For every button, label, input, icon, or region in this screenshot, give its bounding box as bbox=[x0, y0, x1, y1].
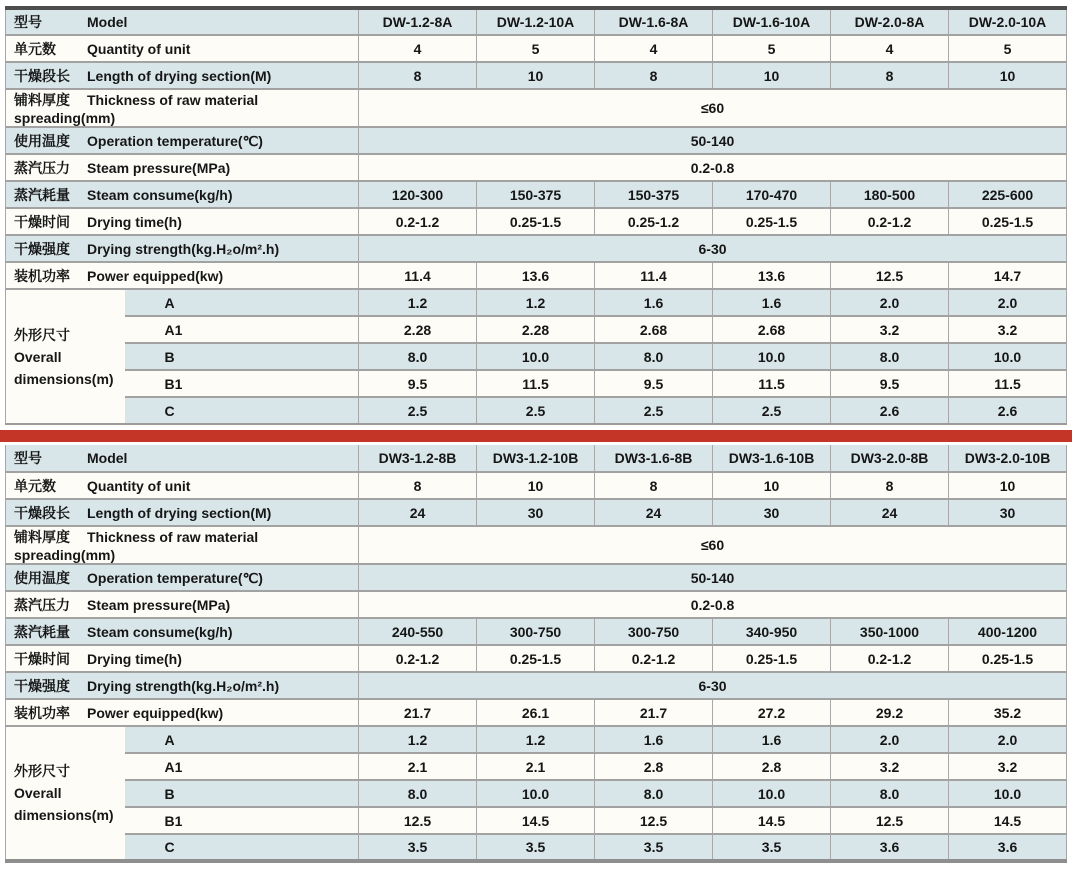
model-name-cell: DW3-2.0-8B bbox=[831, 445, 949, 472]
model-name-cell: DW3-1.6-10B bbox=[713, 445, 831, 472]
table-row bbox=[6, 445, 1067, 472]
dimension-key-cell: B bbox=[125, 780, 359, 807]
model-name-cell: DW-1.2-8A bbox=[359, 8, 477, 35]
value-cell: 0.25-1.5 bbox=[949, 645, 1067, 672]
dimensions-label-line: dimensions(m) bbox=[14, 807, 114, 823]
value-cell: 0.25-1.5 bbox=[477, 208, 595, 235]
table-row bbox=[6, 834, 1067, 861]
row-label-en: Length of drying section(M) bbox=[87, 504, 272, 521]
spec-table-series-b bbox=[5, 445, 1067, 863]
dimension-value-cell: 10.0 bbox=[713, 780, 831, 807]
value-cell: 0.25-1.5 bbox=[477, 645, 595, 672]
span-value-cell: 0.2-0.8 bbox=[359, 154, 1067, 181]
dimension-value-cell: 2.68 bbox=[595, 316, 713, 343]
dimension-value-cell: 3.6 bbox=[831, 834, 949, 861]
row-label-zh: 装机功率 bbox=[14, 267, 70, 284]
value-cell: 225-600 bbox=[949, 181, 1067, 208]
row-label-zh: 蒸汽耗量 bbox=[14, 623, 70, 640]
table-row bbox=[6, 499, 1067, 526]
dimension-value-cell: 2.6 bbox=[949, 397, 1067, 424]
table-row bbox=[6, 564, 1067, 591]
value-cell: 350-1000 bbox=[831, 618, 949, 645]
row-label-cell bbox=[6, 445, 359, 472]
model-name-cell: DW3-2.0-10B bbox=[949, 445, 1067, 472]
dimension-value-cell: 3.5 bbox=[595, 834, 713, 861]
row-label-en: Power equipped(kw) bbox=[87, 704, 224, 721]
value-cell: 11.4 bbox=[359, 262, 477, 289]
row-label-cell bbox=[6, 127, 359, 154]
value-cell: 150-375 bbox=[477, 181, 595, 208]
dimension-value-cell: 2.1 bbox=[359, 753, 477, 780]
value-cell: 0.25-1.2 bbox=[595, 208, 713, 235]
dimension-value-cell: 1.6 bbox=[595, 726, 713, 753]
dimension-value-cell: 2.0 bbox=[949, 289, 1067, 316]
dimension-value-cell: 3.5 bbox=[477, 834, 595, 861]
value-cell: 300-750 bbox=[477, 618, 595, 645]
value-cell: 4 bbox=[595, 35, 713, 62]
span-value-cell: ≤60 bbox=[359, 526, 1067, 564]
value-cell: 5 bbox=[949, 35, 1067, 62]
dimension-value-cell: 1.2 bbox=[477, 289, 595, 316]
table-row bbox=[6, 316, 1067, 343]
table-row bbox=[6, 672, 1067, 699]
value-cell: 240-550 bbox=[359, 618, 477, 645]
row-label-en: Quantity of unit bbox=[87, 40, 191, 57]
value-cell: 21.7 bbox=[359, 699, 477, 726]
value-cell: 120-300 bbox=[359, 181, 477, 208]
dimensions-label-line: 外形尺寸 bbox=[14, 763, 70, 779]
dimension-value-cell: 2.5 bbox=[713, 397, 831, 424]
dimension-value-cell: 8.0 bbox=[359, 780, 477, 807]
table-row bbox=[6, 154, 1067, 181]
dimension-key-cell: B1 bbox=[125, 370, 359, 397]
value-cell: 340-950 bbox=[713, 618, 831, 645]
span-value-cell: 50-140 bbox=[359, 127, 1067, 154]
dimension-key-cell: A1 bbox=[125, 753, 359, 780]
row-label-cell bbox=[6, 208, 359, 235]
value-cell: 0.25-1.5 bbox=[713, 645, 831, 672]
row-label-en: Thickness of raw material spreading(mm) bbox=[14, 529, 259, 563]
red-divider-bar bbox=[0, 430, 1072, 442]
dimension-key-cell: C bbox=[125, 397, 359, 424]
row-label-cell bbox=[6, 526, 359, 564]
dimensions-label-line: 外形尺寸 bbox=[14, 326, 70, 343]
value-cell: 8 bbox=[595, 62, 713, 89]
row-label-zh: 干燥强度 bbox=[14, 240, 70, 257]
model-name-cell: DW-1.6-10A bbox=[713, 8, 831, 35]
value-cell: 400-1200 bbox=[949, 618, 1067, 645]
dimension-value-cell: 2.6 bbox=[831, 397, 949, 424]
row-label-en: Power equipped(kw) bbox=[87, 267, 224, 284]
table-row bbox=[6, 89, 1067, 127]
value-cell: 0.2-1.2 bbox=[831, 208, 949, 235]
model-name-cell: DW3-1.2-10B bbox=[477, 445, 595, 472]
dimension-value-cell: 3.6 bbox=[949, 834, 1067, 861]
row-label-zh: 干燥时间 bbox=[14, 213, 70, 230]
table-row bbox=[6, 645, 1067, 672]
dimension-value-cell: 14.5 bbox=[713, 807, 831, 834]
table-row bbox=[6, 181, 1067, 208]
dimension-value-cell: 1.6 bbox=[713, 726, 831, 753]
row-label-en: Drying time(h) bbox=[87, 213, 182, 230]
dimension-value-cell: 1.2 bbox=[359, 289, 477, 316]
dimension-value-cell: 3.2 bbox=[949, 753, 1067, 780]
dimension-value-cell: 2.5 bbox=[359, 397, 477, 424]
row-label-en: Drying strength(kg.H₂o/m².h) bbox=[87, 240, 280, 257]
value-cell: 27.2 bbox=[713, 699, 831, 726]
table-row bbox=[6, 62, 1067, 89]
row-label-en: Operation temperature(℃) bbox=[87, 132, 263, 149]
dimension-value-cell: 10.0 bbox=[949, 343, 1067, 370]
value-cell: 180-500 bbox=[831, 181, 949, 208]
row-label-cell bbox=[6, 645, 359, 672]
value-cell: 12.5 bbox=[831, 262, 949, 289]
dimension-value-cell: 1.6 bbox=[595, 289, 713, 316]
value-cell: 300-750 bbox=[595, 618, 713, 645]
dimensions-label-line: dimensions(m) bbox=[14, 370, 114, 387]
row-label-en: Model bbox=[87, 450, 128, 466]
value-cell: 10 bbox=[477, 472, 595, 499]
row-label-cell bbox=[6, 699, 359, 726]
spec-table-series-a bbox=[5, 6, 1067, 425]
value-cell: 4 bbox=[359, 35, 477, 62]
dimensions-group-label bbox=[6, 726, 125, 861]
dimension-key-cell: A bbox=[125, 726, 359, 753]
row-label-zh: 干燥段长 bbox=[14, 67, 70, 84]
dimension-value-cell: 11.5 bbox=[949, 370, 1067, 397]
table-row bbox=[6, 343, 1067, 370]
value-cell: 0.2-1.2 bbox=[359, 645, 477, 672]
dimension-value-cell: 10.0 bbox=[477, 343, 595, 370]
value-cell: 0.2-1.2 bbox=[359, 208, 477, 235]
row-label-cell bbox=[6, 499, 359, 526]
value-cell: 14.7 bbox=[949, 262, 1067, 289]
dimension-value-cell: 11.5 bbox=[713, 370, 831, 397]
value-cell: 30 bbox=[477, 499, 595, 526]
value-cell: 170-470 bbox=[713, 181, 831, 208]
value-cell: 0.2-1.2 bbox=[595, 645, 713, 672]
dimension-value-cell: 10.0 bbox=[949, 780, 1067, 807]
model-name-cell: DW-2.0-8A bbox=[831, 8, 949, 35]
row-label-en: Drying strength(kg.H₂o/m².h) bbox=[87, 677, 280, 694]
dimension-key-cell: B bbox=[125, 343, 359, 370]
dimension-value-cell: 2.0 bbox=[949, 726, 1067, 753]
dimension-value-cell: 8.0 bbox=[359, 343, 477, 370]
dimension-value-cell: 1.2 bbox=[359, 726, 477, 753]
dimension-key-cell: A bbox=[125, 289, 359, 316]
row-label-cell bbox=[6, 591, 359, 618]
dimension-value-cell: 11.5 bbox=[477, 370, 595, 397]
table-row bbox=[6, 618, 1067, 645]
table-row bbox=[6, 807, 1067, 834]
dimension-value-cell: 10.0 bbox=[713, 343, 831, 370]
dimension-key-cell: C bbox=[125, 834, 359, 861]
row-label-cell bbox=[6, 8, 359, 35]
span-value-cell: ≤60 bbox=[359, 89, 1067, 127]
dimension-value-cell: 2.68 bbox=[713, 316, 831, 343]
table-row bbox=[6, 397, 1067, 424]
row-label-en: Steam pressure(MPa) bbox=[87, 159, 231, 176]
dimension-value-cell: 2.8 bbox=[595, 753, 713, 780]
value-cell: 35.2 bbox=[949, 699, 1067, 726]
dimension-value-cell: 8.0 bbox=[595, 343, 713, 370]
value-cell: 30 bbox=[713, 499, 831, 526]
table-row bbox=[6, 8, 1067, 35]
value-cell: 5 bbox=[477, 35, 595, 62]
dimension-value-cell: 3.2 bbox=[949, 316, 1067, 343]
row-label-zh: 型号 bbox=[14, 14, 42, 30]
row-label-zh: 装机功率 bbox=[14, 704, 70, 721]
row-label-zh: 蒸汽耗量 bbox=[14, 186, 70, 203]
value-cell: 11.4 bbox=[595, 262, 713, 289]
row-label-en: Length of drying section(M) bbox=[87, 67, 272, 84]
row-label-zh: 使用温度 bbox=[14, 569, 70, 586]
row-label-cell bbox=[6, 672, 359, 699]
dimension-value-cell: 2.0 bbox=[831, 289, 949, 316]
row-label-cell bbox=[6, 262, 359, 289]
value-cell: 13.6 bbox=[477, 262, 595, 289]
row-label-en: Model bbox=[87, 14, 128, 30]
row-label-en: Steam consume(kg/h) bbox=[87, 623, 233, 640]
row-label-en: Drying time(h) bbox=[87, 650, 182, 667]
dimension-value-cell: 8.0 bbox=[595, 780, 713, 807]
model-name-cell: DW3-1.6-8B bbox=[595, 445, 713, 472]
dimension-value-cell: 3.2 bbox=[831, 316, 949, 343]
table-row bbox=[6, 472, 1067, 499]
dimension-value-cell: 2.1 bbox=[477, 753, 595, 780]
model-name-cell: DW-1.6-8A bbox=[595, 8, 713, 35]
value-cell: 0.25-1.5 bbox=[949, 208, 1067, 235]
value-cell: 24 bbox=[359, 499, 477, 526]
dimension-value-cell: 3.5 bbox=[713, 834, 831, 861]
table-row bbox=[6, 208, 1067, 235]
row-label-zh: 蒸汽压力 bbox=[14, 159, 70, 176]
dimension-value-cell: 12.5 bbox=[831, 807, 949, 834]
value-cell: 0.25-1.5 bbox=[713, 208, 831, 235]
value-cell: 4 bbox=[831, 35, 949, 62]
dimension-value-cell: 2.5 bbox=[595, 397, 713, 424]
row-label-cell bbox=[6, 181, 359, 208]
dimensions-label-line: Overall bbox=[14, 785, 62, 801]
span-value-cell: 6-30 bbox=[359, 672, 1067, 699]
value-cell: 8 bbox=[831, 472, 949, 499]
span-value-cell: 6-30 bbox=[359, 235, 1067, 262]
dimension-value-cell: 2.28 bbox=[359, 316, 477, 343]
table-row bbox=[6, 35, 1067, 62]
dimension-value-cell: 10.0 bbox=[477, 780, 595, 807]
row-label-en: Thickness of raw material spreading(mm) bbox=[14, 92, 259, 126]
value-cell: 8 bbox=[359, 62, 477, 89]
dimensions-label-line: Overall bbox=[14, 348, 62, 365]
row-label-zh: 铺料厚度 bbox=[14, 529, 70, 545]
model-name-cell: DW-1.2-10A bbox=[477, 8, 595, 35]
row-label-cell bbox=[6, 472, 359, 499]
value-cell: 10 bbox=[949, 62, 1067, 89]
row-label-en: Steam consume(kg/h) bbox=[87, 186, 233, 203]
row-label-zh: 使用温度 bbox=[14, 132, 70, 149]
value-cell: 30 bbox=[949, 499, 1067, 526]
table-row bbox=[6, 235, 1067, 262]
dimension-value-cell: 1.2 bbox=[477, 726, 595, 753]
value-cell: 10 bbox=[477, 62, 595, 89]
row-label-cell bbox=[6, 154, 359, 181]
dimension-value-cell: 1.6 bbox=[713, 289, 831, 316]
value-cell: 10 bbox=[949, 472, 1067, 499]
dimension-value-cell: 8.0 bbox=[831, 343, 949, 370]
row-label-cell bbox=[6, 62, 359, 89]
table-row bbox=[6, 262, 1067, 289]
row-label-zh: 蒸汽压力 bbox=[14, 596, 70, 613]
row-label-cell bbox=[6, 89, 359, 127]
value-cell: 5 bbox=[713, 35, 831, 62]
dimension-value-cell: 3.5 bbox=[359, 834, 477, 861]
dimension-value-cell: 2.28 bbox=[477, 316, 595, 343]
value-cell: 29.2 bbox=[831, 699, 949, 726]
row-label-zh: 单元数 bbox=[14, 40, 56, 57]
dimension-value-cell: 2.5 bbox=[477, 397, 595, 424]
row-label-cell bbox=[6, 235, 359, 262]
value-cell: 26.1 bbox=[477, 699, 595, 726]
model-name-cell: DW3-1.2-8B bbox=[359, 445, 477, 472]
table-row bbox=[6, 127, 1067, 154]
value-cell: 8 bbox=[595, 472, 713, 499]
model-name-cell: DW-2.0-10A bbox=[949, 8, 1067, 35]
dimension-value-cell: 12.5 bbox=[359, 807, 477, 834]
row-label-en: Steam pressure(MPa) bbox=[87, 596, 231, 613]
row-label-zh: 干燥强度 bbox=[14, 677, 70, 694]
value-cell: 8 bbox=[831, 62, 949, 89]
table-row bbox=[6, 753, 1067, 780]
table-row bbox=[6, 370, 1067, 397]
value-cell: 150-375 bbox=[595, 181, 713, 208]
dimensions-group-label bbox=[6, 289, 125, 424]
dimension-value-cell: 9.5 bbox=[831, 370, 949, 397]
row-label-zh: 铺料厚度 bbox=[14, 92, 70, 108]
row-label-cell bbox=[6, 35, 359, 62]
table-row bbox=[6, 289, 1067, 316]
value-cell: 24 bbox=[831, 499, 949, 526]
row-label-zh: 干燥时间 bbox=[14, 650, 70, 667]
row-label-en: Quantity of unit bbox=[87, 477, 191, 494]
row-label-zh: 单元数 bbox=[14, 477, 56, 494]
dimension-value-cell: 12.5 bbox=[595, 807, 713, 834]
value-cell: 10 bbox=[713, 62, 831, 89]
value-cell: 21.7 bbox=[595, 699, 713, 726]
dimension-key-cell: A1 bbox=[125, 316, 359, 343]
dimension-value-cell: 2.0 bbox=[831, 726, 949, 753]
row-label-cell bbox=[6, 564, 359, 591]
dimension-value-cell: 14.5 bbox=[477, 807, 595, 834]
dimension-key-cell: B1 bbox=[125, 807, 359, 834]
row-label-zh: 型号 bbox=[14, 450, 42, 466]
table-row bbox=[6, 780, 1067, 807]
value-cell: 10 bbox=[713, 472, 831, 499]
table-row bbox=[6, 591, 1067, 618]
dimension-value-cell: 3.2 bbox=[831, 753, 949, 780]
value-cell: 24 bbox=[595, 499, 713, 526]
row-label-en: Operation temperature(℃) bbox=[87, 569, 263, 586]
dimension-value-cell: 14.5 bbox=[949, 807, 1067, 834]
row-label-cell bbox=[6, 618, 359, 645]
dimension-value-cell: 8.0 bbox=[831, 780, 949, 807]
dimension-value-cell: 9.5 bbox=[595, 370, 713, 397]
span-value-cell: 0.2-0.8 bbox=[359, 591, 1067, 618]
dimension-value-cell: 9.5 bbox=[359, 370, 477, 397]
value-cell: 8 bbox=[359, 472, 477, 499]
table-row bbox=[6, 699, 1067, 726]
table-row bbox=[6, 726, 1067, 753]
row-label-zh: 干燥段长 bbox=[14, 504, 70, 521]
span-value-cell: 50-140 bbox=[359, 564, 1067, 591]
value-cell: 0.2-1.2 bbox=[831, 645, 949, 672]
value-cell: 13.6 bbox=[713, 262, 831, 289]
dimension-value-cell: 2.8 bbox=[713, 753, 831, 780]
table-row bbox=[6, 526, 1067, 564]
